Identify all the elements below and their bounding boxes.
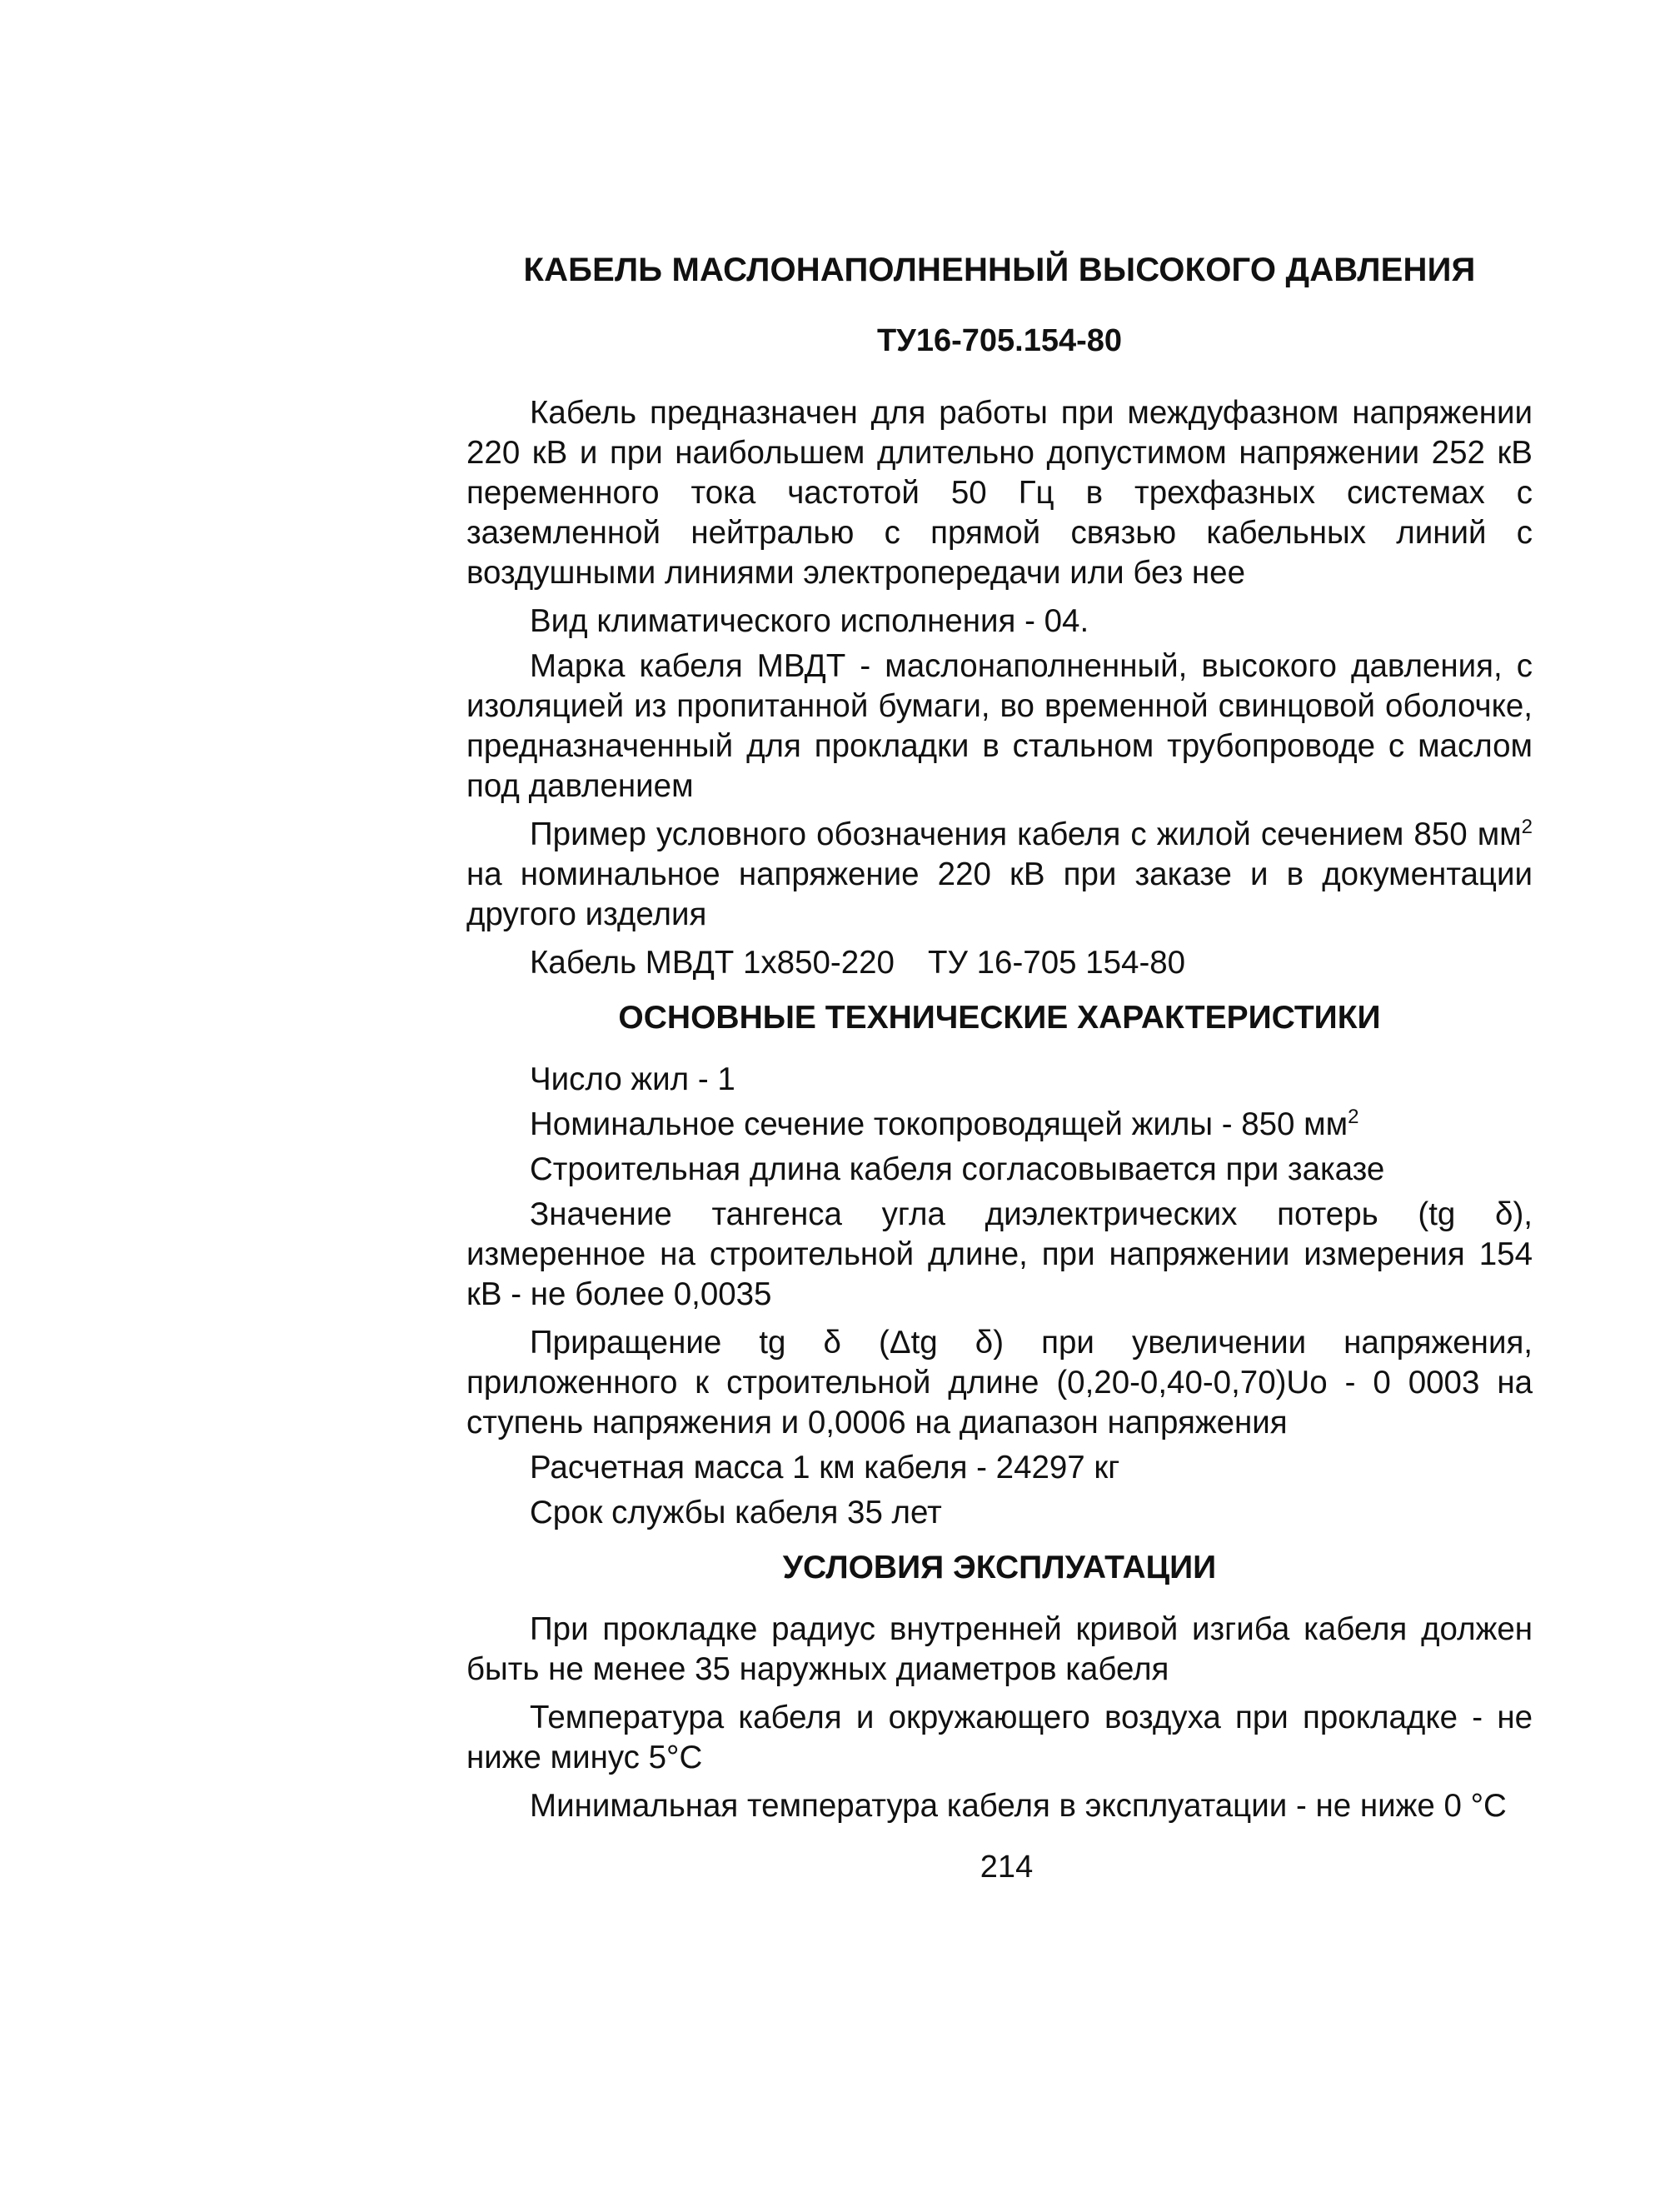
- spec-mass: Расчетная масса 1 км кабеля - 24297 кг: [530, 1450, 1120, 1485]
- spec-increment: Приращение tg δ (Δtg δ) при увеличении напряжения, приложенного к строительной длине (0,20-0,40-0,70)Uо - 0 0003 на ступень напряжения и 0,0006 на диапазон напряжения: [466, 1325, 1533, 1441]
- operation-min-temperature: Минимальная температура кабеля в эксплуатации - не ниже 0 °С: [530, 1788, 1507, 1824]
- document-content: [466, 250, 1533, 1835]
- spec-length: Строительная длина кабеля согласовывается при заказе: [530, 1151, 1385, 1187]
- designation-standard: ТУ 16-705 154-80: [927, 945, 1186, 981]
- standard-number: ТУ16-705.154-80: [876, 323, 1123, 358]
- document-title: КАБЕЛЬ МАСЛОНАПОЛНЕННЫЙ ВЫСОКОГО ДАВЛЕНИЯ: [523, 252, 1476, 288]
- spec-tangent: Значение тангенса угла диэлектрических потерь (tg δ), измеренное на строительной длине, при напряжении измерения 154 кВ - не более 0,0035: [466, 1196, 1533, 1312]
- page-number: 214: [980, 1850, 1034, 1885]
- example-superscript: 2: [1521, 816, 1533, 839]
- designation-cable: Кабель МВДТ 1х850-220: [530, 945, 895, 981]
- spec-cross-section-sup: 2: [1348, 1106, 1359, 1129]
- example-text-start: Пример условного обозначения кабеля с жилой сечением 850 мм: [530, 816, 1522, 852]
- operation-laying-temperature: Температура кабеля и окружающего воздуха при прокладке - не ниже минус 5°С: [466, 1700, 1533, 1775]
- specs-heading: ОСНОВНЫЕ ТЕХНИЧЕСКИЕ ХАРАКТЕРИСТИКИ: [618, 1000, 1381, 1036]
- operation-bend-radius: При прокладке радиус внутренней кривой изгиба кабеля должен быть не менее 35 наружных диаметров кабеля: [466, 1611, 1533, 1687]
- spec-cores: Число жил - 1: [530, 1061, 735, 1097]
- intro-paragraph-purpose: Кабель предназначен для работы при междуфазном напряжении 220 кВ и при наибольшем длительно допустимом напряжении 252 кВ переменного тока частотой 50 Гц в трехфазных системах с заземленной нейтралью с прямой связью кабельных линий с воздушными линиями электропередачи или без нее: [466, 395, 1533, 591]
- intro-paragraph-climate: Вид климатического исполнения - 04.: [530, 603, 1089, 639]
- intro-paragraph-brand: Марка кабеля МВДТ - маслонаполненный, высокого давления, с изоляцией из пропитанной бумаги, во временной свинцовой оболочке, предназначенный для прокладки в стальном трубопроводе с маслом под давлением: [466, 648, 1533, 804]
- intro-paragraph-example: [466, 815, 1533, 935]
- spec-cross-section-text: Номинальное сечение токопроводящей жилы - 850 мм: [530, 1106, 1348, 1142]
- designation-example: [466, 943, 1533, 983]
- example-text-end: на номинальное напряжение 220 кВ при заказе и в документации другого изделия: [466, 856, 1533, 932]
- operation-heading: УСЛОВИЯ ЭКСПЛУАТАЦИИ: [782, 1550, 1217, 1585]
- spec-service-life: Срок службы кабеля 35 лет: [530, 1495, 942, 1530]
- spec-cross-section: [466, 1105, 1533, 1145]
